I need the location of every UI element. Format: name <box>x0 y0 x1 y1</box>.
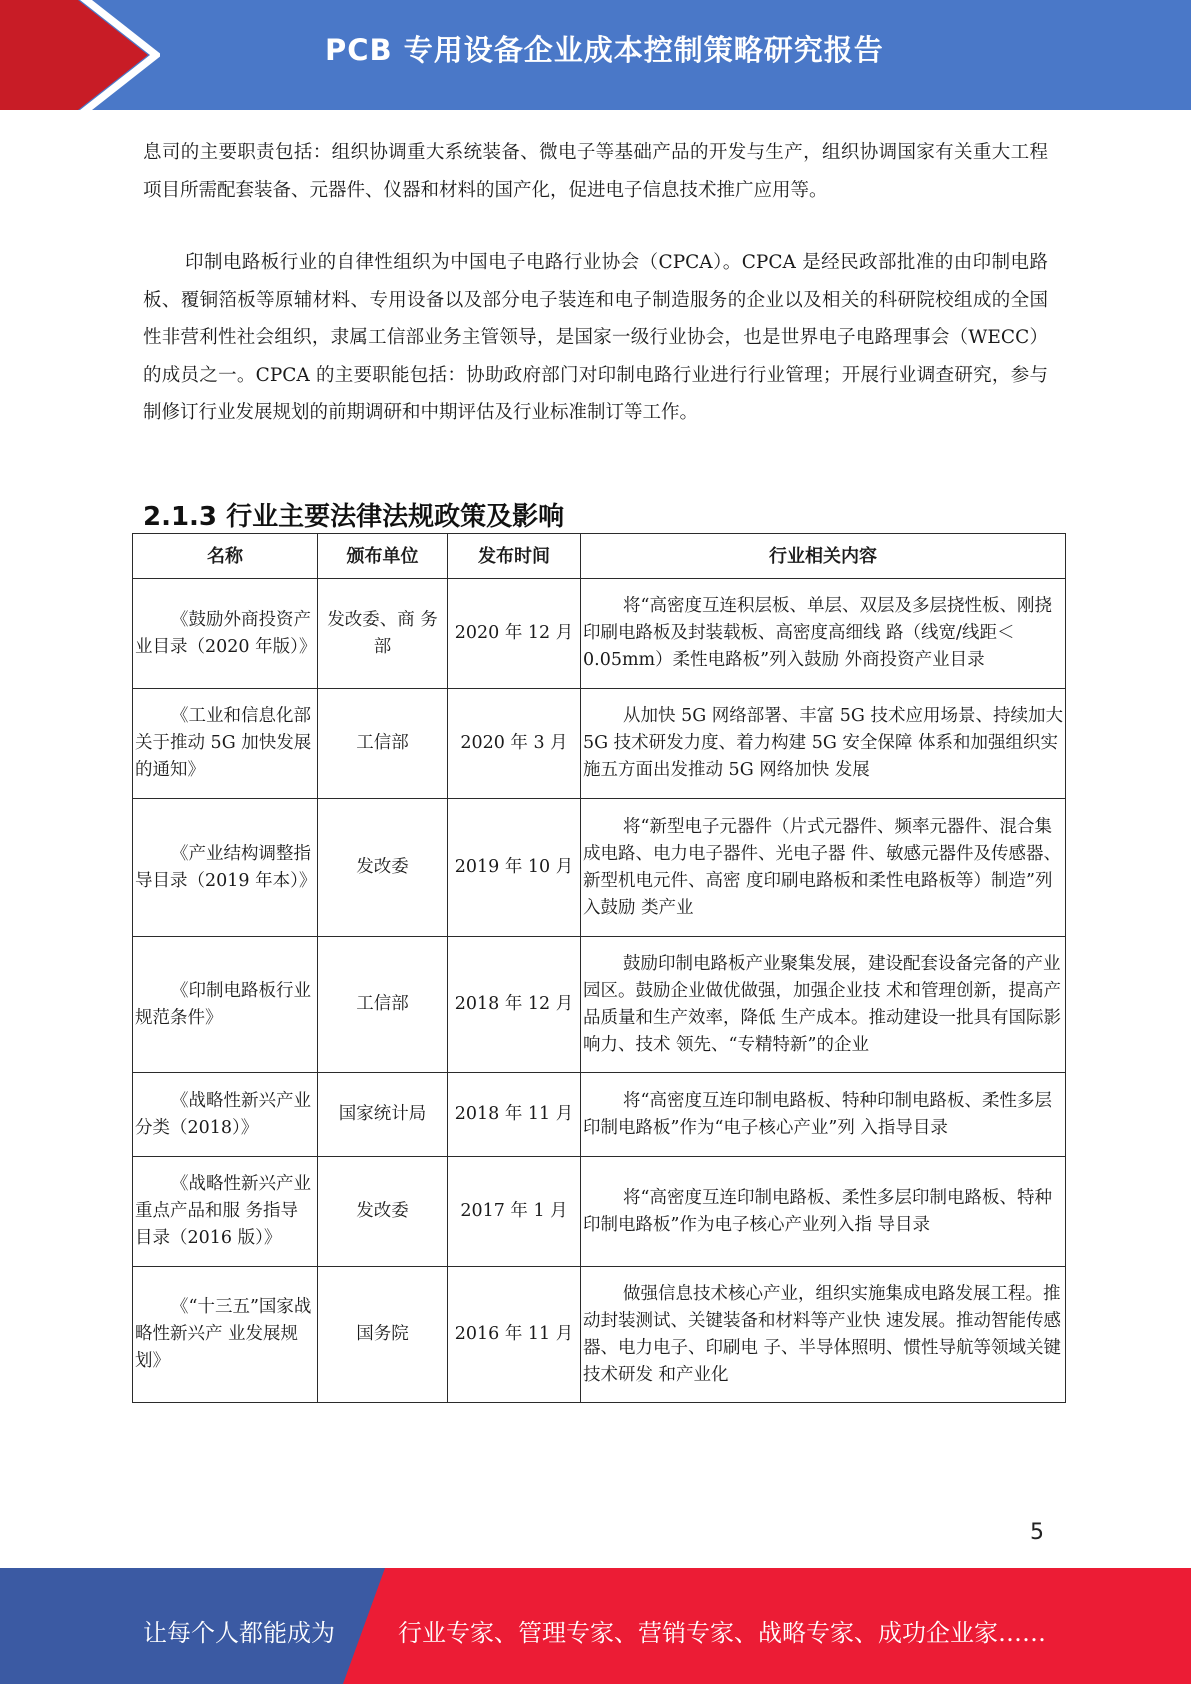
header-name: 名称 <box>133 534 318 579</box>
footer-slogan-left: 让每个人都能成为 <box>143 1619 335 1647</box>
policy-issuer: 发改委 <box>318 1157 448 1267</box>
policy-issuer: 发改委 <box>318 799 448 937</box>
policy-name: 《“十三五”国家战略性新兴产 业发展规划》 <box>133 1267 318 1403</box>
policy-name: 《战略性新兴产业重点产品和服 务指导目录（2016 版）》 <box>133 1157 318 1267</box>
policy-date: 2018 年 11 月 <box>448 1073 581 1157</box>
policy-content: 鼓励印制电路板产业聚集发展，建设配套设备完备的产业园区。鼓励企业做优做强，加强企业技 术和管理创新，提高产品质量和生产效率，降低 生产成本。推动建设一批具有国际影响力、技术 领先、“专精特新”的企业 <box>581 937 1066 1073</box>
policy-date: 2016 年 11 月 <box>448 1267 581 1403</box>
policy-table <box>132 533 1066 1403</box>
table-row <box>133 1267 1066 1403</box>
policy-name: 《工业和信息化部关于推动 5G 加快发展的通知》 <box>133 689 318 799</box>
policy-date: 2020 年 3 月 <box>448 689 581 799</box>
policy-content: 将“新型电子元器件（片式元器件、频率元器件、混合集成电路、电力电子器件、光电子器 件、敏感元器件及传感器、新型机电元件、高密 度印刷电路板和柔性电路板等）制造”列入鼓励 类产业 <box>581 799 1066 937</box>
header-date: 发布时间 <box>448 534 581 579</box>
policy-name: 《战略性新兴产业分类（2018）》 <box>133 1073 318 1157</box>
policy-date: 2019 年 10 月 <box>448 799 581 937</box>
policy-issuer: 工信部 <box>318 689 448 799</box>
table-row <box>133 1157 1066 1267</box>
policy-name: 《鼓励外商投资产业目录（2020 年版）》 <box>133 579 318 689</box>
policy-content: 做强信息技术核心产业，组织实施集成电路发展工程。推动封装测试、关键装备和材料等产业快 速发展。推动智能传感器、电力电子、印刷电 子、半导体照明、惯性导航等领域关键技术研发 和产业化 <box>581 1267 1066 1403</box>
policy-issuer: 国务院 <box>318 1267 448 1403</box>
policy-date: 2017 年 1 月 <box>448 1157 581 1267</box>
header-content: 行业相关内容 <box>581 534 1066 579</box>
footer-slogan-right: 行业专家、管理专家、营销专家、战略专家、成功企业家…… <box>398 1619 1046 1647</box>
header-issuer: 颁布单位 <box>318 534 448 579</box>
table-row <box>133 937 1066 1073</box>
policy-issuer: 国家统计局 <box>318 1073 448 1157</box>
policy-name: 《产业结构调整指导目录（2019 年本）》 <box>133 799 318 937</box>
policy-issuer: 工信部 <box>318 937 448 1073</box>
table-row <box>133 799 1066 937</box>
section-heading: 2.1.3 行业主要法律法规政策及影响 <box>143 502 565 532</box>
policy-content: 将“高密度互连印制电路板、柔性多层印制电路板、特种印制电路板”作为电子核心产业列入指 导目录 <box>581 1157 1066 1267</box>
policy-date: 2020 年 12 月 <box>448 579 581 689</box>
policy-issuer: 发改委、商 务部 <box>318 579 448 689</box>
policy-date: 2018 年 12 月 <box>448 937 581 1073</box>
policy-content: 从加快 5G 网络部署、丰富 5G 技术应用场景、持续加大 5G 技术研发力度、着力构建 5G 安全保障 体系和加强组织实施五方面出发推动 5G 网络加快 发展 <box>581 689 1066 799</box>
policy-content: 将“高密度互连印制电路板、特种印制电路板、柔性多层印制电路板”作为“电子核心产业”列 入指导目录 <box>581 1073 1066 1157</box>
paragraph-responsibilities: 息司的主要职责包括：组织协调重大系统装备、微电子等基础产品的开发与生产，组织协调国家有关重大工程项目所需配套装备、元器件、仪器和材料的国产化，促进电子信息技术推广应用等。 <box>143 142 1048 201</box>
table-row <box>133 579 1066 689</box>
page-number: 5 <box>1030 1520 1044 1545</box>
policy-content: 将“高密度互连积层板、单层、双层及多层挠性板、刚挠印刷电路板及封装载板、高密度高细线 路（线宽/线距＜0.05mm）柔性电路板”列入鼓励 外商投资产业目录 <box>581 579 1066 689</box>
table-header-row <box>133 534 1066 579</box>
report-title: PCB 专用设备企业成本控制策略研究报告 <box>325 33 884 67</box>
table-row <box>133 1073 1066 1157</box>
policy-name: 《印制电路板行业规范条件》 <box>133 937 318 1073</box>
paragraph-cpca: 印制电路板行业的自律性组织为中国电子电路行业协会（CPCA）。CPCA 是经民政部批准的由印制电路板、覆铜箔板等原辅材料、专用设备以及部分电子装连和电子制造服务的企业以及相关的科研院校组成的全国性非营利性社会组织，隶属工信部业务主管领导，是国家一级行业协会，也是世界电子电路理事会（WECC）的成员之一。CPCA 的主要职能包括：协助政府部门对印制电路行业进行行业管理；开展行业调查研究，参与制修订行业发展规划的前期调研和中期评估及行业标准制订等工作。 <box>143 252 1048 423</box>
table-row <box>133 689 1066 799</box>
